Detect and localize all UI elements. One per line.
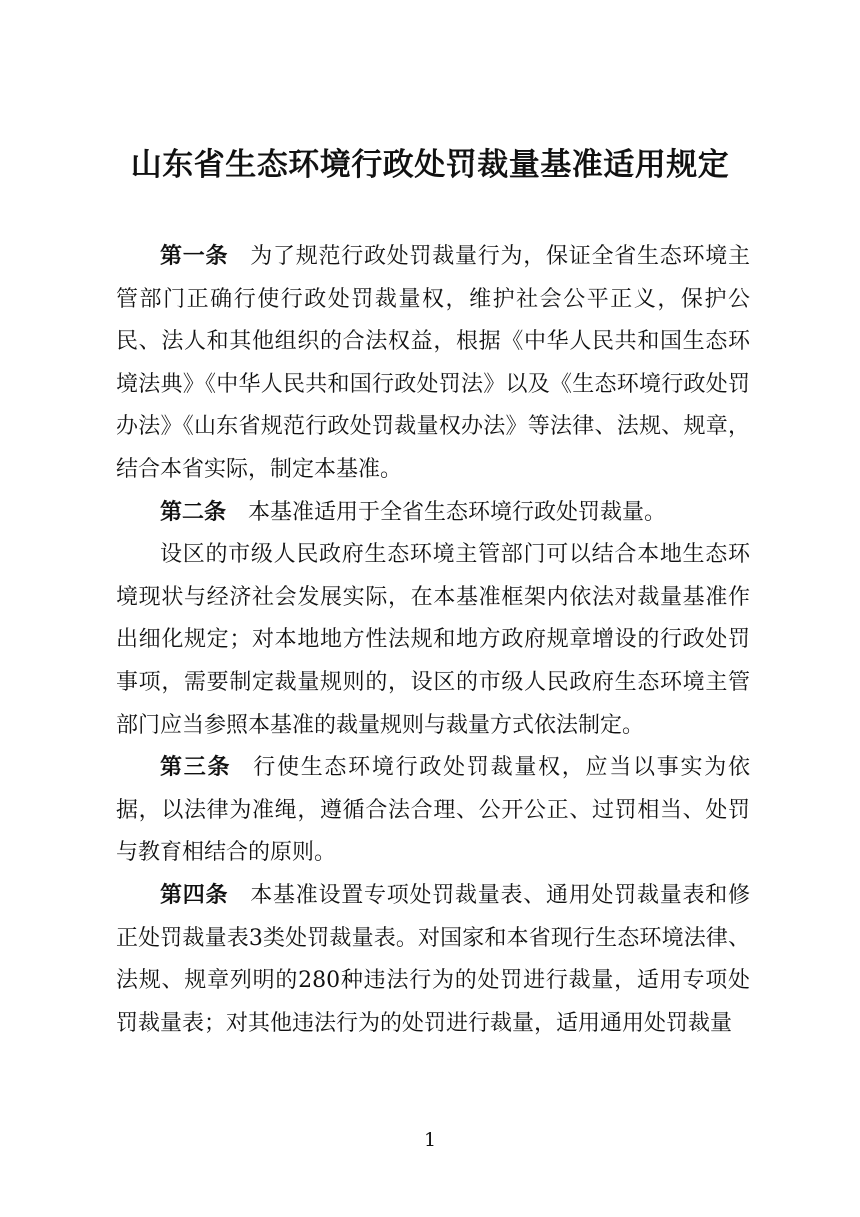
article-3-text: 行使生态环境行政处罚裁量权，应当以事实为依据，以法律为准绳，遵循合法合理、公开公正、过罚相当、处罚与教育相结合的原则。 [116, 755, 750, 866]
article-1-text: 为了规范行政处罚裁量行为，保证全省生态环境主管部门正确行使行政处罚裁量权，维护社会公平正义，保护公民、法人和其他组织的合法权益，根据《中华人民共和国生态环境法典》《中华人民共和国行政处罚法》以及《生态环境行政处罚办法》《山东省规范行政处罚裁量权办法》等法律、法规、规章，结合本省实际，制定本基准。 [116, 244, 750, 482]
article-2-sub-text: 设区的市级人民政府生态环境主管部门可以结合本地生态环境现状与经济社会发展实际，在本基准框架内依法对裁量基准作出细化规定；对本地地方性法规和地方政府规章增设的行政处罚事项，需要制定裁量规则的，设区的市级人民政府生态环境主管部门应当参照本基准的裁量规则与裁量方式依法制定。 [116, 542, 750, 738]
document-body [116, 236, 750, 1045]
article-4-text: 本基准设置专项处罚裁量表、通用处罚裁量表和修正处罚裁量表3类处罚裁量表。对国家和本省现行生态环境法律、法规、规章列明的280种违法行为的处罚进行裁量，适用专项处罚裁量表；对其他违法行为的处罚进行裁量，适用通用处罚裁量 [116, 882, 750, 1036]
page-number: 1 [423, 1129, 437, 1151]
article-4-paragraph [116, 875, 750, 1045]
article-2-text: 本基准适用于全省生态环境行政处罚裁量。 [248, 499, 667, 525]
article-4-label: 第四条 [160, 882, 229, 908]
article-2-label: 第二条 [160, 499, 227, 525]
article-2-paragraph [116, 492, 750, 535]
article-1-paragraph [116, 236, 750, 492]
article-1-label: 第一条 [160, 244, 229, 269]
article-3-label: 第三条 [160, 755, 232, 781]
document-title: 山东省生态环境行政处罚裁量基准适用规定 [130, 147, 730, 183]
article-2-subparagraph [116, 534, 750, 747]
article-3-paragraph [116, 747, 750, 875]
